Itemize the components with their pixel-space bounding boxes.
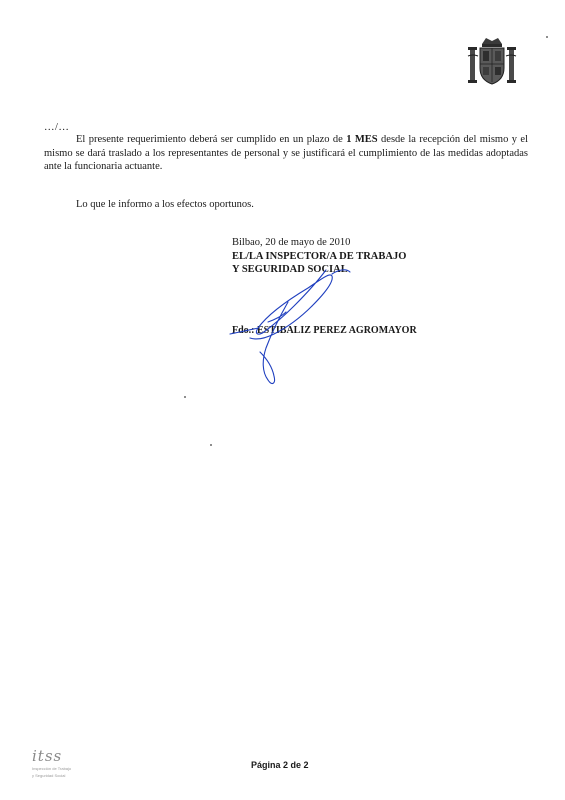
page-number: Página 2 de 2: [251, 760, 309, 770]
scan-speck: [210, 444, 212, 446]
requirement-paragraph: [44, 133, 528, 174]
scan-speck: [184, 396, 186, 398]
requirement-text-end: desde la recepción del mismo y el mismo se dará traslado a los representantes de personal y se justificará el cumplimiento de las medidas adoptadas ante la funcionaria actuante.: [44, 134, 528, 172]
handwritten-signature: [228, 262, 368, 402]
itss-logo-subtitle-1: Inspección de Trabajo: [32, 766, 72, 771]
itss-logo: [32, 748, 102, 788]
deadline-emphasis: 1 MES: [346, 134, 378, 145]
inspector-title-line1: EL/LA INSPECTOR/A DE TRABAJO: [232, 250, 407, 262]
place-date: Bilbao, 20 de mayo de 2010: [232, 237, 351, 248]
requirement-text-start: El presente requerimiento deberá ser cumplido en un plazo de: [76, 134, 347, 145]
inspector-title-line2: Y SEGURIDAD SOCIAL: [232, 264, 348, 275]
signer-name: Fdo.: ESTIBALIZ PEREZ AGROMAYOR: [232, 325, 417, 336]
itss-logo-subtitle-2: y Seguridad Social: [32, 773, 66, 778]
coat-of-arms-emblem: [466, 34, 518, 90]
scan-speck: [546, 36, 548, 38]
closing-paragraph: Lo que le informo a los efectos oportunos.: [76, 199, 254, 210]
itss-logo-mark: itss: [32, 747, 63, 765]
continuation-mark: …/…: [44, 122, 70, 133]
